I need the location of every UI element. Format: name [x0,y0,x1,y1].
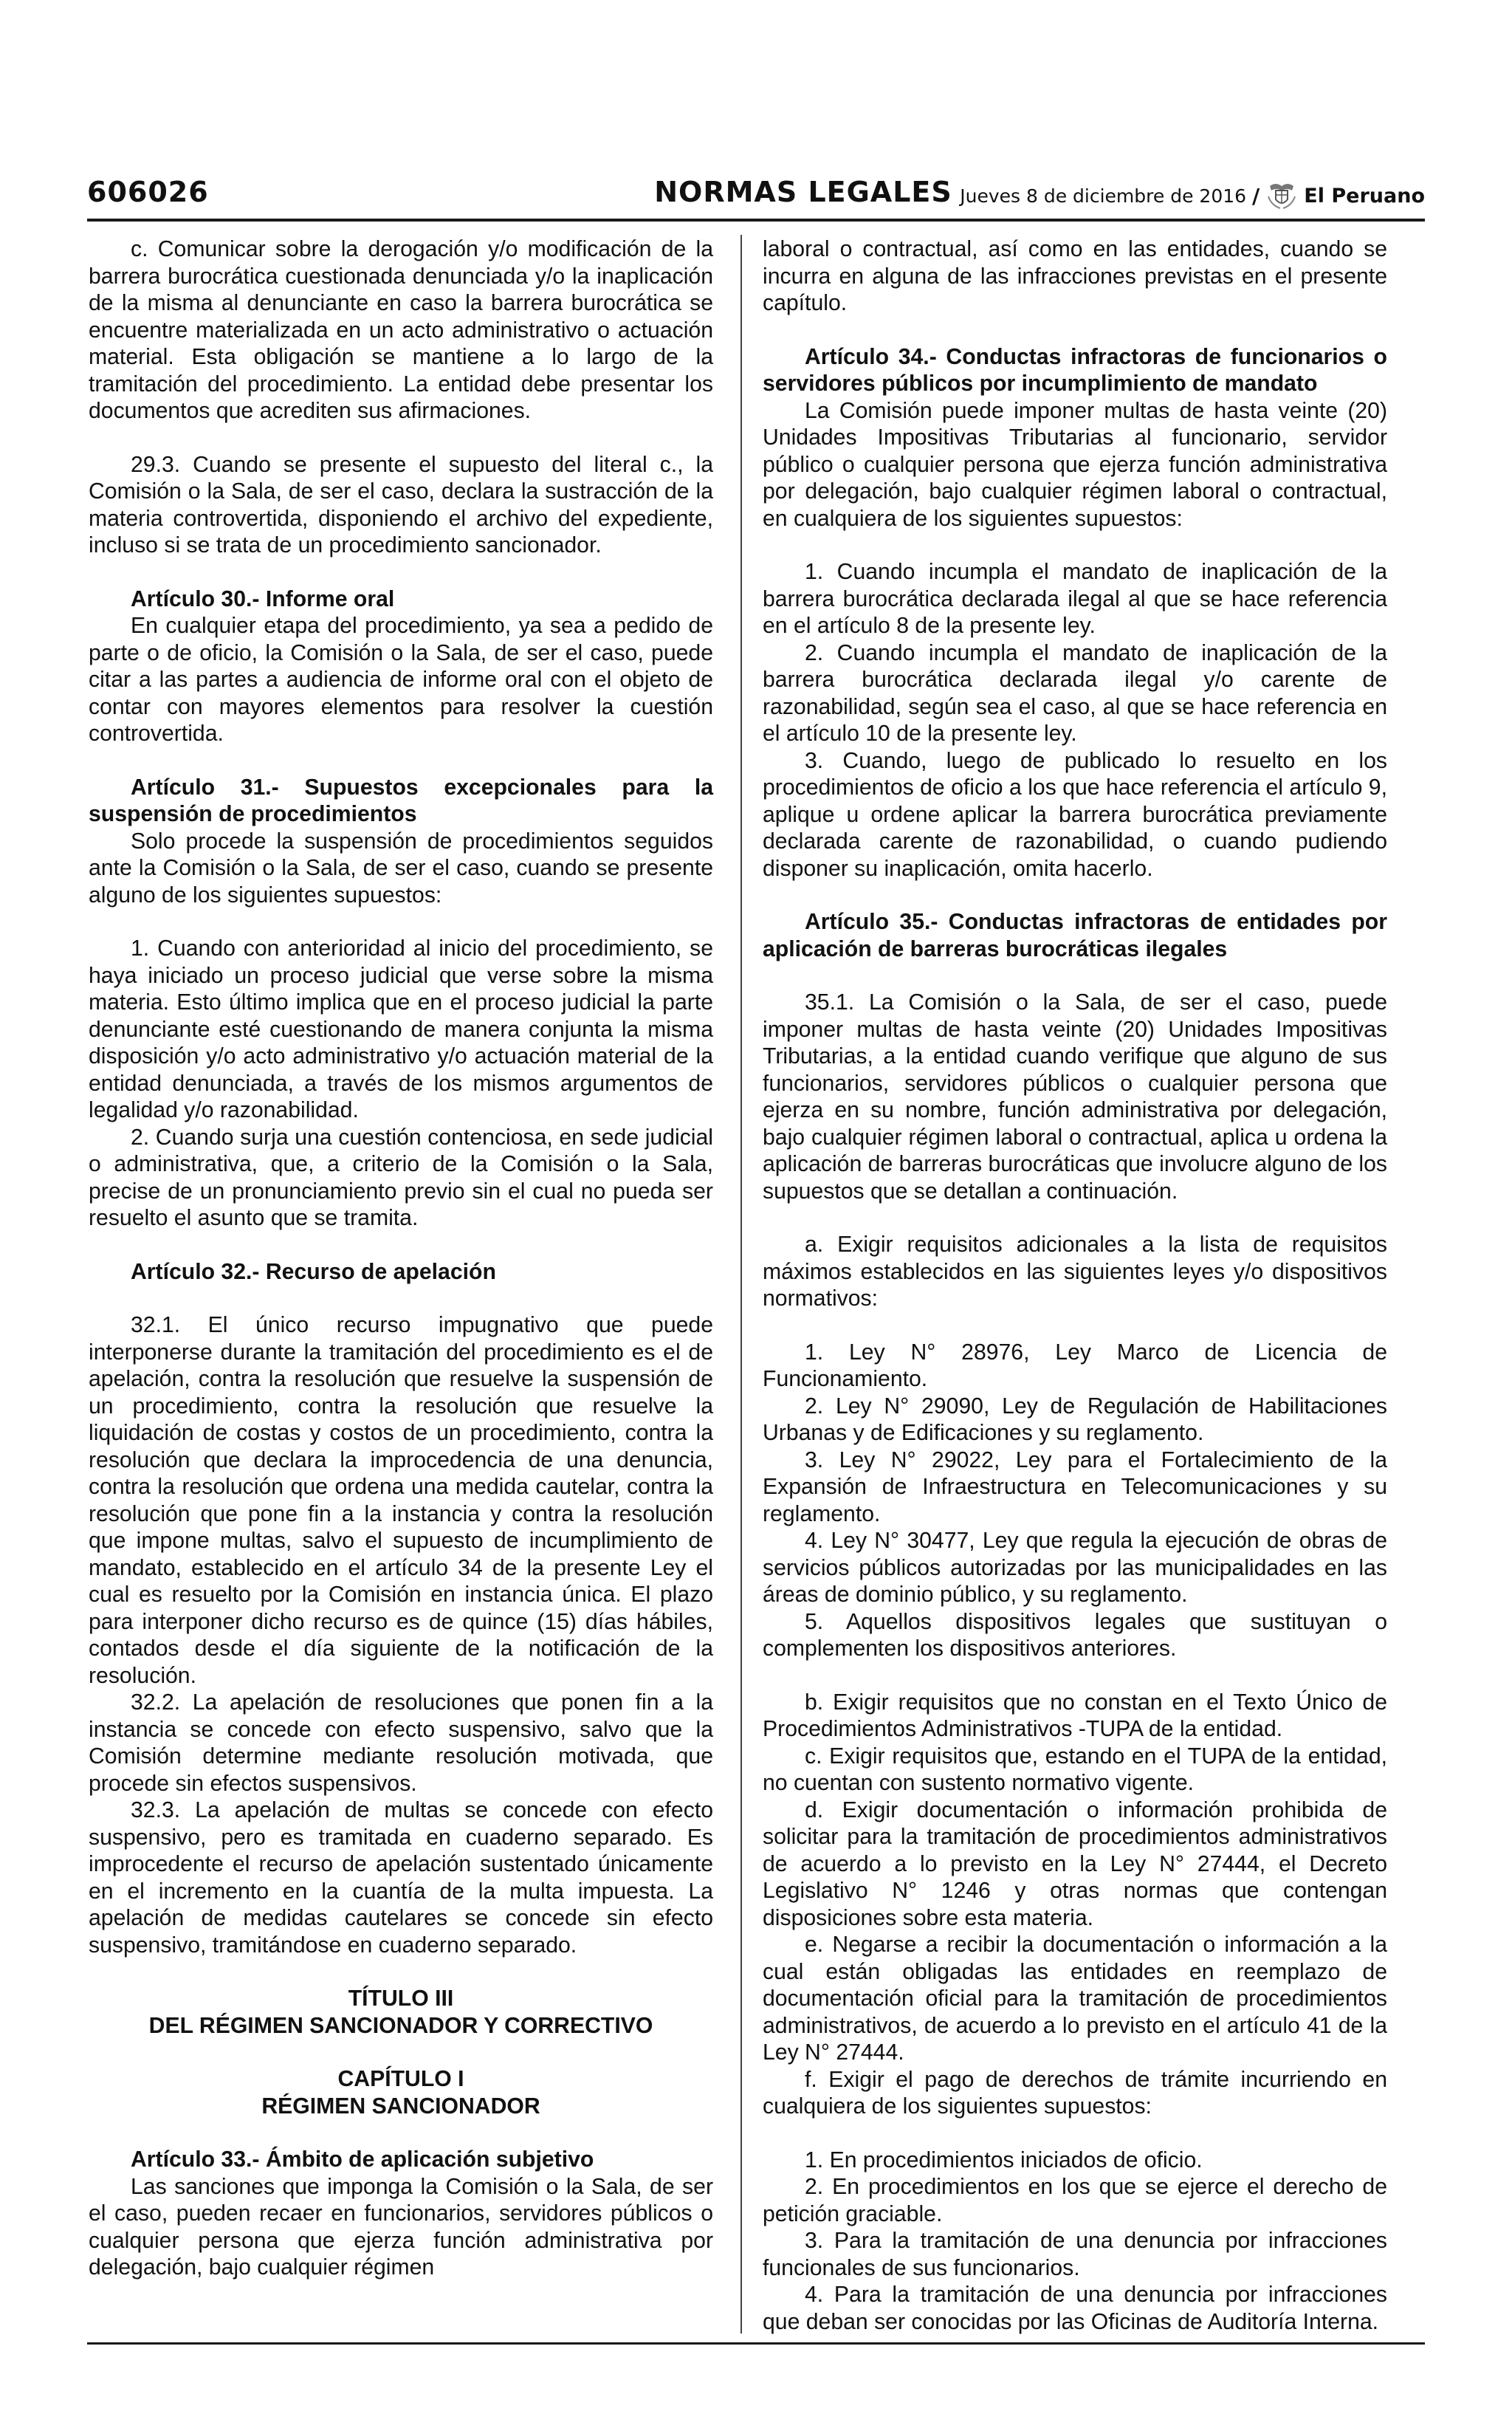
paragraph: Las sanciones que imponga la Comisión o la Sala, de ser el caso, pueden recaer en funcionarios, servidores públicos o cualquier persona que ejerza función administrativa por delegación, bajo cualquier régimen [89,2174,713,2280]
title-heading: DEL RÉGIMEN SANCIONADOR Y CORRECTIVO [148,2013,653,2038]
article-32-title: Artículo 32.- Recurso de apelación [131,1259,496,1284]
article-30-title: Artículo 30.- Informe oral [131,586,395,611]
paragraph: laboral o contractual, así como en las entidades, cuando se incurra en alguna de las infracciones previstas en el presente capítulo. [763,237,1387,315]
chapter-heading: CAPÍTULO I [337,2067,464,2091]
paragraph: 35.1. La Comisión o la Sala, de ser el caso, puede imponer multas de hasta veinte (20) Unidades Impositivas Tributarias, a la entidad cuando verifique que alguno de sus funcionarios, servidores públicos o cualquier persona que ejerza en su nombre, función administrativa por delegación, bajo cualquier régimen laboral o contractual, aplica u ordena la aplicación de barreras burocráticas que involucre alguno de los supuestos que se detallan a continuación. [763,990,1387,1204]
article-31-title: Artículo 31.- Supuestos excepcionales para la suspensión de procedimientos [89,775,713,826]
left-column [89,236,713,2282]
list-item: f. Exigir el pago de derechos de trámite incurriendo en cualquiera de los siguientes supuestos: [763,2067,1387,2119]
page-number: 606026 [87,176,209,208]
coat-of-arms-icon [1265,180,1298,211]
section-title: NORMAS LEGALES [654,176,952,208]
publication-date: Jueves 8 de diciembre de 2016 [960,185,1247,207]
list-item: 2. En procedimientos en los que se ejerce el derecho de petición graciable. [763,2175,1387,2226]
list-item: 1. Ley N° 28976, Ley Marco de Licencia de Funcionamiento. [763,1340,1387,1391]
list-item: 1. En procedimientos iniciados de oficio. [805,2147,1203,2172]
list-item: b. Exigir requisitos que no constan en el Texto Único de Procedimientos Administrativos -TUPA de la entidad. [763,1690,1387,1741]
paragraph: 32.1. El único recurso impugnativo que puede interponerse durante la tramitación del procedimiento es el de apelación, contra la resolución que resuelve la suspensión de un procedimiento, contra la resolución que resuelve la liquidación de costas y costos de un procedimiento, contra la resolución que declara la improcedencia de una denuncia, contra la resolución que ordena una medida cautelar, contra la resolución que pone fin a la instancia y contra la resolución que impone multas, salvo el supuesto de incumplimiento de mandato, establecido en el artículo 34 de la presente Ley el cual es resuelto por la Comisión en instancia única. El plazo para interponer dicho recurso es de quince (15) días hábiles, contados desde el día siguiente de la notificación de la resolución. [89,1313,713,1688]
footer-rule [87,2342,1425,2345]
list-item: 2. Cuando surja una cuestión contenciosa, en sede judicial o administrativa, que, a criterio de la Comisión o la Sala, precise de un pronunciamiento previo sin el cual no pueda ser resuelto el asunto que se tramita. [89,1125,713,1230]
date-separator: / [1252,183,1260,208]
paragraph: Solo procede la suspensión de procedimientos seguidos ante la Comisión o la Sala, de ser el caso, cuando se presente alguno de los siguientes supuestos: [89,829,713,908]
chapter-heading: RÉGIMEN SANCIONADOR [261,2093,540,2119]
list-item: 4. Ley N° 30477, Ley que regula la ejecución de obras de servicios públicos autorizadas por las municipalidades en las áreas de dominio público, y su reglamento. [763,1529,1387,1607]
list-item: 2. Ley N° 29090, Ley de Regulación de Habilitaciones Urbanas y de Edificaciones y su reglamento. [763,1393,1387,1445]
right-column [763,236,1387,2336]
article-35-title: Artículo 35.- Conductas infractoras de entidades por aplicación de barreras burocráticas ilegales [763,910,1387,961]
list-item: 4. Para la tramitación de una denuncia por infracciones que deban ser conocidas por las Oficinas de Auditoría Interna. [763,2283,1387,2334]
list-item: 3. Ley N° 29022, Ley para el Fortalecimiento de la Expansión de Infraestructura en Telecomunicaciones y su reglamento. [763,1447,1387,1526]
title-heading: TÍTULO III [348,1986,454,2011]
page-header [87,176,1425,222]
paragraph: c. Comunicar sobre la derogación y/o modificación de la barrera burocrática cuestionada denunciada y/o la inaplicación de la misma al denunciante en caso la barrera burocrática se encuentre materializada en un acto administrativo o actuación material. Esta obligación se mantiene a lo largo de la tramitación del procedimiento. La entidad debe presentar los documentos que acrediten sus afirmaciones. [89,237,713,423]
list-item: 3. Cuando, luego de publicado lo resuelto en los procedimientos de oficio a los que hace referencia el artículo 9, aplique u ordene aplicar la barrera burocrática previamente declarada carente de razonabilidad, o cuando pudiendo disponer su inaplicación, omita hacerlo. [763,748,1387,881]
paragraph: En cualquier etapa del procedimiento, ya sea a pedido de parte o de oficio, la Comisión o la Sala, de ser el caso, puede citar a las partes a audiencia de informe oral con el objeto de contar con mayores elementos para resolver la cuestión controvertida. [89,614,713,746]
paragraph: 32.2. La apelación de resoluciones que ponen fin a la instancia se concede con efecto suspensivo, salvo que la Comisión determine mediante resolución motivada, que procede sin efectos suspensivos. [89,1690,713,1796]
article-33-title: Artículo 33.- Ámbito de aplicación subjetivo [131,2147,594,2172]
paragraph: 32.3. La apelación de multas se concede con efecto suspensivo, pero es tramitada en cuaderno separado. Es improcedente el recurso de apelación sustentado únicamente en el incremento en la cuantía de la multa impuesta. La apelación de medidas cautelares se concede sin efecto suspensivo, tramitándose en cuaderno separado. [89,1798,713,1958]
paragraph: La Comisión puede imponer multas de hasta veinte (20) Unidades Impositivas Tributarias al funcionario, servidor público o cualquier persona que ejerza función administrativa por delegación, bajo cualquier régimen laboral o contractual, en cualquiera de los siguientes supuestos: [763,398,1387,531]
list-item: 1. Cuando con anterioridad al inicio del procedimiento, se haya iniciado un proceso judicial que verse sobre la misma materia. Esto último implica que en el proceso judicial la parte denunciante esté cuestionando de manera conjunta la misma disposición y/o acto administrativo y/o actuación material de la entidad denunciada, a través de los mismos argumentos de legalidad y/o razonabilidad. [89,936,713,1122]
article-34-title: Artículo 34.- Conductas infractoras de funcionarios o servidores públicos por incumplimiento de mandato [763,344,1387,396]
list-item: c. Exigir requisitos que, estando en el TUPA de la entidad, no cuentan con sustento normativo vigente. [763,1743,1387,1795]
list-item: e. Negarse a recibir la documentación o información a la cual están obligadas las entidades en reemplazo de documentación oficial para la tramitación de procedimientos administrativos, de acuerdo a lo previsto en el artículo 41 de la Ley N° 27444. [763,1932,1387,2065]
list-item: 2. Cuando incumpla el mandato de inaplicación de la barrera burocrática declarada ilegal y/o carente de razonabilidad, según sea el caso, al que se hace referencia en el artículo 10 de la presente ley. [763,640,1387,746]
list-item: a. Exigir requisitos adicionales a la lista de requisitos máximos establecidos en las siguientes leyes y/o dispositivos normativos: [763,1232,1387,1311]
list-item: 1. Cuando incumpla el mandato de inaplicación de la barrera burocrática declarada ilegal al que se hace referencia en el artículo 8 de la presente ley. [763,560,1387,638]
list-item: 3. Para la tramitación de una denuncia por infracciones funcionales de sus funcionarios. [763,2229,1387,2280]
list-item: 5. Aquellos dispositivos legales que sustituyan o complementen los dispositivos anteriores. [763,1609,1387,1661]
list-item: d. Exigir documentación o información prohibida de solicitar para la tramitación de procedimientos administrativos de acuerdo a lo previsto en la Ley N° 27444, el Decreto Legislativo N° 1246 y otras normas que contengan disposiciones sobre esta materia. [763,1797,1387,1930]
brand-name: El Peruano [1304,184,1425,208]
paragraph: 29.3. Cuando se presente el supuesto del literal c., la Comisión o la Sala, de ser el caso, declara la sustracción de la materia controvertida, disponiendo el archivo del expediente, incluso si se trata de un procedimiento sancionador. [89,452,713,558]
column-divider [740,235,742,2333]
dateline [960,180,1425,211]
